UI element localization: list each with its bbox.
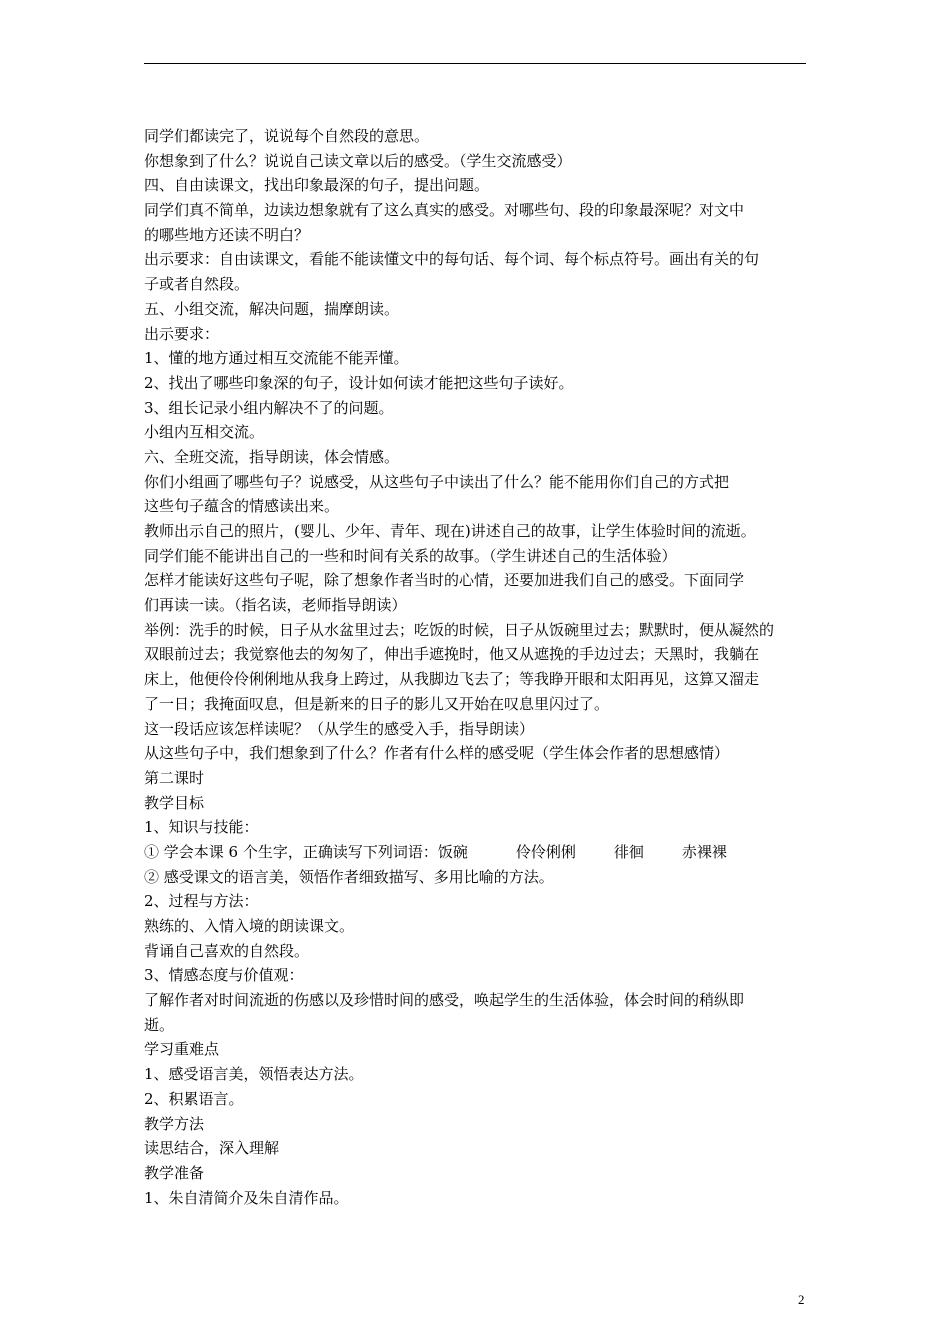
text-line: 熟练的、入情入境的朗读课文。	[144, 917, 355, 935]
list-item: ② 感受课文的语言美，领悟作者细致描写、多用比喻的方法。	[144, 867, 554, 886]
text-line: 出示要求：	[144, 324, 220, 343]
vocabulary-intro: ① 学会本课 6 个生字，正确读写下列词语：饭碗	[144, 842, 468, 861]
vocabulary-word: 伶伶俐俐	[515, 842, 576, 861]
text-line: 同学们真不简单，边读边想象就有了这么真实的感受。对哪些句、段的印象最深呢？对文中	[144, 201, 745, 220]
text-line: 床上，他便伶伶俐俐地从我身上跨过，从我脚边飞去了；等我睁开眼和太阳再见，这算又溜走	[144, 670, 760, 689]
text-line: 同学们都读完了，说说每个自然段的意思。	[144, 127, 430, 145]
text-line: 这一段话应该怎样读呢？（从学生的感受入手，指导朗读）	[144, 719, 535, 738]
text-line: 了一日；我掩面叹息，但是新来的日子的影儿又开始在叹息里闪过了。	[144, 694, 610, 713]
text-line: 怎样才能读好这些句子呢，除了想象作者当时的心情，还要加进我们自己的感受。下面同学	[144, 571, 745, 590]
text-line: 子或者自然段。	[144, 275, 250, 294]
list-item: 2、找出了哪些印象深的句子，设计如何读才能把这些句子读好。	[144, 373, 574, 392]
list-item: 3、组长记录小组内解决不了的问题。	[144, 398, 394, 417]
list-item: 3、情感态度与价值观：	[144, 966, 304, 985]
list-item: 1、知识与技能：	[144, 818, 259, 837]
section-heading: 学习重难点	[144, 1040, 220, 1059]
text-line: 教师出示自己的照片，(婴儿、少年、青年、现在)讲述自己的故事，让学生体验时间的流逝。	[144, 522, 756, 540]
text-line: 双眼前过去；我觉察他去的匆匆了，伸出手遮挽时，他又从遮挽的手边过去；天黑时，我躺在	[144, 645, 760, 664]
text-line: 背诵自己喜欢的自然段。	[144, 941, 310, 960]
section-heading: 四、自由读课文，找出印象最深的句子，提出问题。	[144, 176, 490, 195]
text-line: 的哪些地方还读不明白？	[144, 225, 310, 244]
section-heading: 第二课时	[144, 768, 205, 787]
list-item: 1、感受语言美，领悟表达方法。	[144, 1065, 364, 1084]
vocabulary-word: 徘徊	[613, 842, 644, 861]
section-heading: 五、小组交流，解决问题，揣摩朗读。	[144, 299, 400, 318]
text-line: 你想象到了什么？说说自己读文章以后的感受。（学生交流感受）	[144, 151, 572, 170]
header-rule	[144, 63, 806, 64]
text-line: 出示要求：自由读课文，看能不能读懂文中的每句话、每个词、每个标点符号。画出有关的句	[144, 250, 760, 269]
text-line: 同学们能不能讲出自己的一些和时间有关系的故事。（学生讲述自己的生活体验）	[144, 546, 677, 565]
section-heading: 六、全班交流，指导朗读，体会情感。	[144, 447, 400, 466]
vocabulary-word: 赤裸裸	[681, 842, 727, 861]
list-item: 2、积累语言。	[144, 1089, 244, 1108]
text-line: 这些句子蕴含的情感读出来。	[144, 497, 340, 516]
text-line: 举例：洗手的时候，日子从水盆里过去；吃饭的时候，日子从饭碗里过去；默默时，便从凝然的	[144, 620, 775, 639]
page-number: 2	[798, 1292, 805, 1307]
text-line: 小组内互相交流。	[144, 423, 265, 442]
text-line: 逝。	[144, 1015, 175, 1034]
list-item: 1、懂的地方通过相互交流能不能弄懂。	[144, 349, 409, 368]
vocabulary-line	[144, 840, 808, 865]
list-item: 1、朱自清简介及朱自清作品。	[144, 1188, 349, 1207]
text-line: 们再读一读。（指名读，老师指导朗读）	[144, 596, 407, 615]
text-line: 读思结合，深入理解	[144, 1139, 280, 1158]
section-heading: 教学方法	[144, 1114, 205, 1133]
document-body	[144, 124, 808, 1210]
text-line: 了解作者对时间流逝的伤感以及珍惜时间的感受，唤起学生的生活体验，体会时间的稍纵即	[144, 991, 745, 1010]
list-item: 2、过程与方法：	[144, 892, 259, 911]
text-line: 你们小组画了哪些句子？说感受，从这些句子中读出了什么？能不能用你们自己的方式把	[144, 472, 730, 491]
section-heading: 教学目标	[144, 793, 205, 812]
text-line: 从这些句子中，我们想象到了什么？作者有什么样的感受呢（学生体会作者的思想感情）	[144, 744, 730, 763]
section-heading: 教学准备	[144, 1163, 205, 1182]
